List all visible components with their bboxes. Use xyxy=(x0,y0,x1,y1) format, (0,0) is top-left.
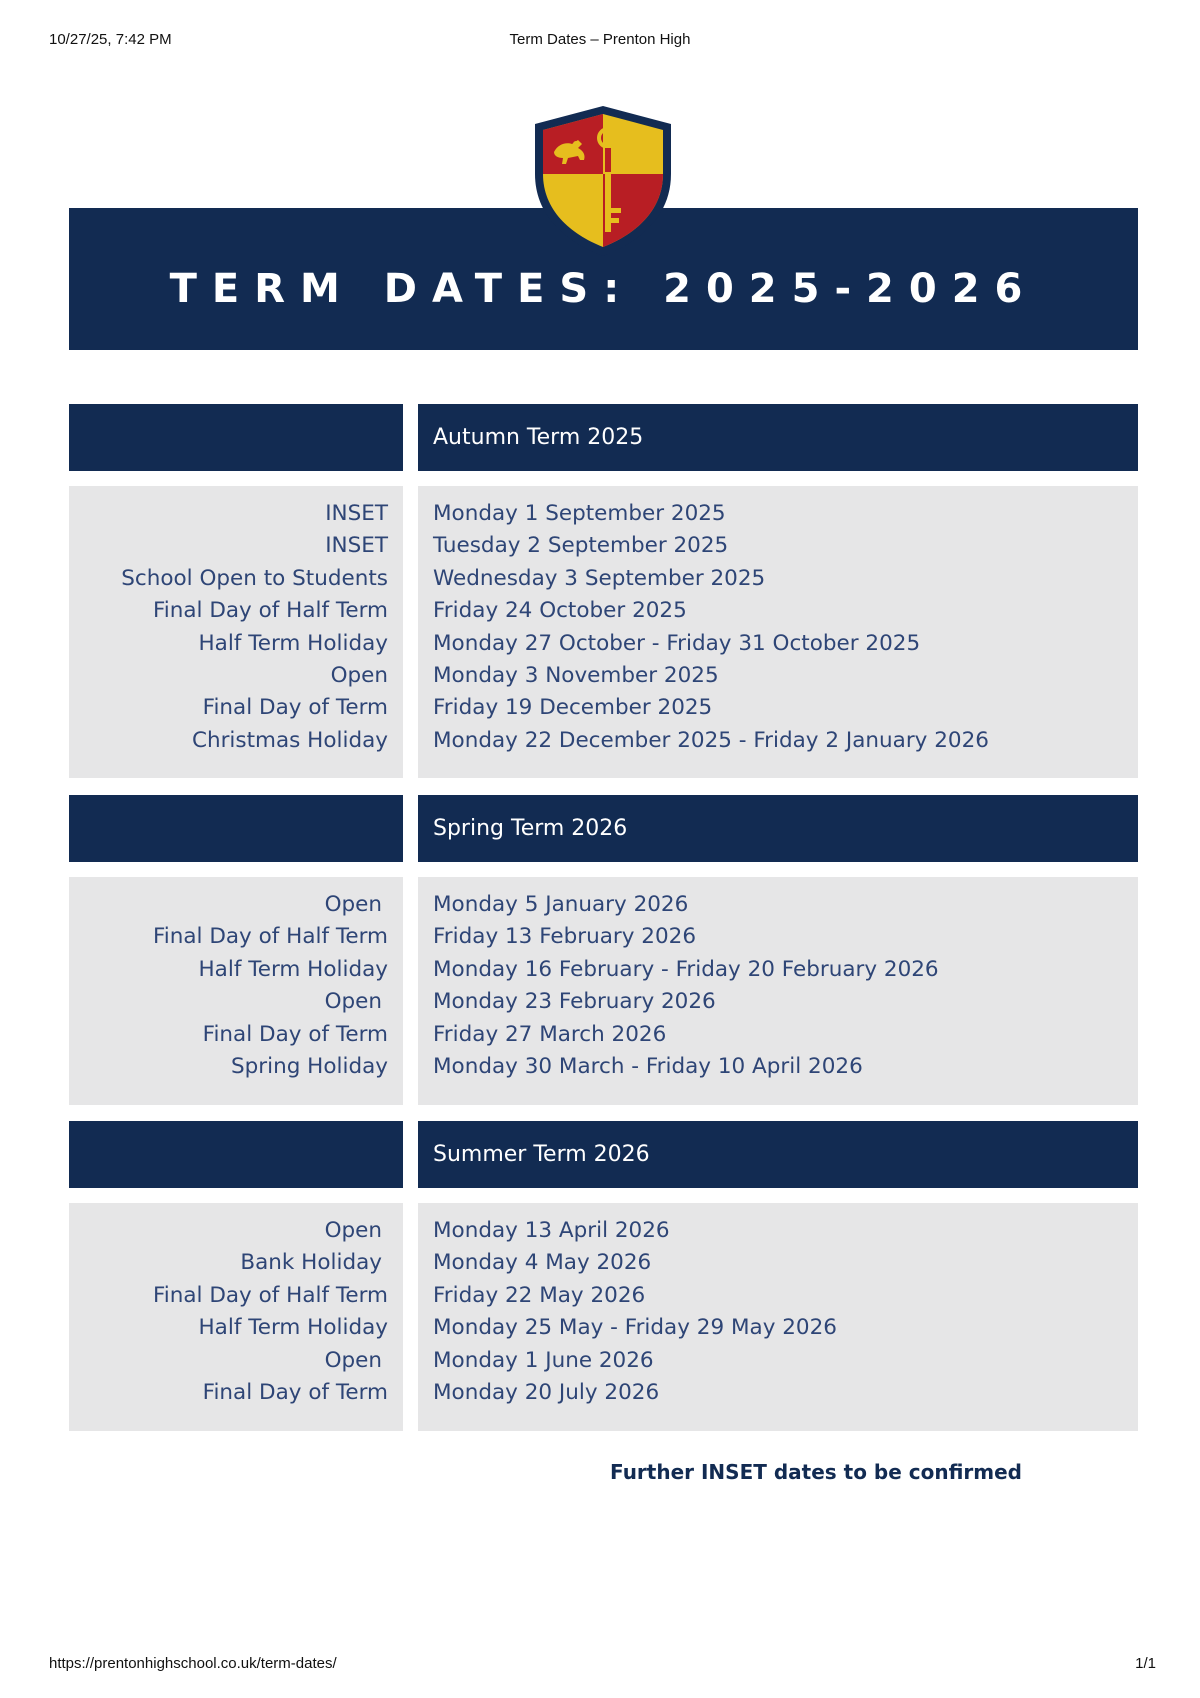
term-title: Spring Term 2026 xyxy=(418,795,1138,862)
term-date: Friday 13 February 2026 xyxy=(433,924,697,950)
term-labels xyxy=(69,1203,403,1431)
term-date: Friday 22 May 2026 xyxy=(433,1282,646,1308)
term-label: Open xyxy=(324,989,382,1015)
term-date: Friday 19 December 2025 xyxy=(433,695,713,721)
term-header-spacer xyxy=(69,1121,403,1188)
term-date: Monday 30 March - Friday 10 April 2026 xyxy=(433,1053,863,1079)
term-label: Open xyxy=(324,892,382,917)
print-page-title: Term Dates – Prenton High xyxy=(509,31,691,48)
term-date: Wednesday 3 September 2025 xyxy=(433,565,766,591)
term-date: Monday 1 June 2026 xyxy=(433,1347,654,1373)
term-date: Monday 27 October - Friday 31 October 2025 xyxy=(433,630,921,656)
term-header-spacer xyxy=(69,404,403,471)
term-date: Monday 25 May - Friday 29 May 2026 xyxy=(433,1315,837,1341)
term-labels xyxy=(69,877,403,1105)
term-summer xyxy=(69,1121,1138,1419)
term-date: Monday 16 February - Friday 20 February 2026 xyxy=(433,956,939,982)
term-date: Monday 5 January 2026 xyxy=(433,892,689,917)
term-label: INSET xyxy=(325,533,388,559)
term-dates xyxy=(418,877,1138,1105)
print-datetime: 10/27/25, 7:42 PM xyxy=(49,31,172,48)
term-date: Monday 20 July 2026 xyxy=(433,1379,660,1405)
term-label: Half Term Holiday xyxy=(198,630,388,656)
term-label: Final Day of Term xyxy=(202,1379,388,1405)
term-date: Monday 4 May 2026 xyxy=(433,1250,652,1276)
term-label: Final Day of Half Term xyxy=(152,598,388,624)
term-spring xyxy=(69,795,1138,1093)
term-title: Summer Term 2026 xyxy=(418,1121,1138,1188)
banner-title: TERM DATES: 2025-2026 xyxy=(169,266,1038,312)
term-date: Monday 23 February 2026 xyxy=(433,989,716,1015)
term-date: Friday 24 October 2025 xyxy=(433,598,687,624)
term-date: Friday 27 March 2026 xyxy=(433,1021,667,1047)
term-label: INSET xyxy=(325,501,388,526)
term-label: Open xyxy=(330,662,388,688)
term-date: Tuesday 2 September 2025 xyxy=(433,533,729,559)
school-crest-icon xyxy=(532,104,674,258)
page-url-link[interactable]: https://prentonhighschool.co.uk/term-dates/ xyxy=(49,1655,337,1672)
inset-note: Further INSET dates to be confirmed xyxy=(610,1460,1022,1484)
term-label: Half Term Holiday xyxy=(198,1315,388,1341)
term-label: Bank Holiday xyxy=(240,1250,382,1276)
page-number: 1/1 xyxy=(1135,1655,1156,1672)
term-label: School Open to Students xyxy=(121,565,388,591)
term-label: Half Term Holiday xyxy=(198,956,388,982)
term-labels xyxy=(69,486,403,778)
term-date: Monday 1 September 2025 xyxy=(433,501,726,526)
term-label: Final Day of Half Term xyxy=(152,1282,388,1308)
term-label: Final Day of Half Term xyxy=(152,924,388,950)
term-title: Autumn Term 2025 xyxy=(418,404,1138,471)
term-dates xyxy=(418,1203,1138,1431)
term-label: Spring Holiday xyxy=(230,1053,388,1079)
term-date: Monday 3 November 2025 xyxy=(433,662,719,688)
term-label: Final Day of Term xyxy=(202,1021,388,1047)
term-dates xyxy=(418,486,1138,778)
term-label: Open xyxy=(324,1347,382,1373)
term-date: Monday 13 April 2026 xyxy=(433,1218,670,1243)
term-label: Christmas Holiday xyxy=(191,727,388,753)
term-label: Open xyxy=(324,1218,382,1243)
term-date: Monday 22 December 2025 - Friday 2 January 2026 xyxy=(433,727,989,753)
term-autumn xyxy=(69,404,1138,766)
term-label: Final Day of Term xyxy=(202,695,388,721)
term-header-spacer xyxy=(69,795,403,862)
